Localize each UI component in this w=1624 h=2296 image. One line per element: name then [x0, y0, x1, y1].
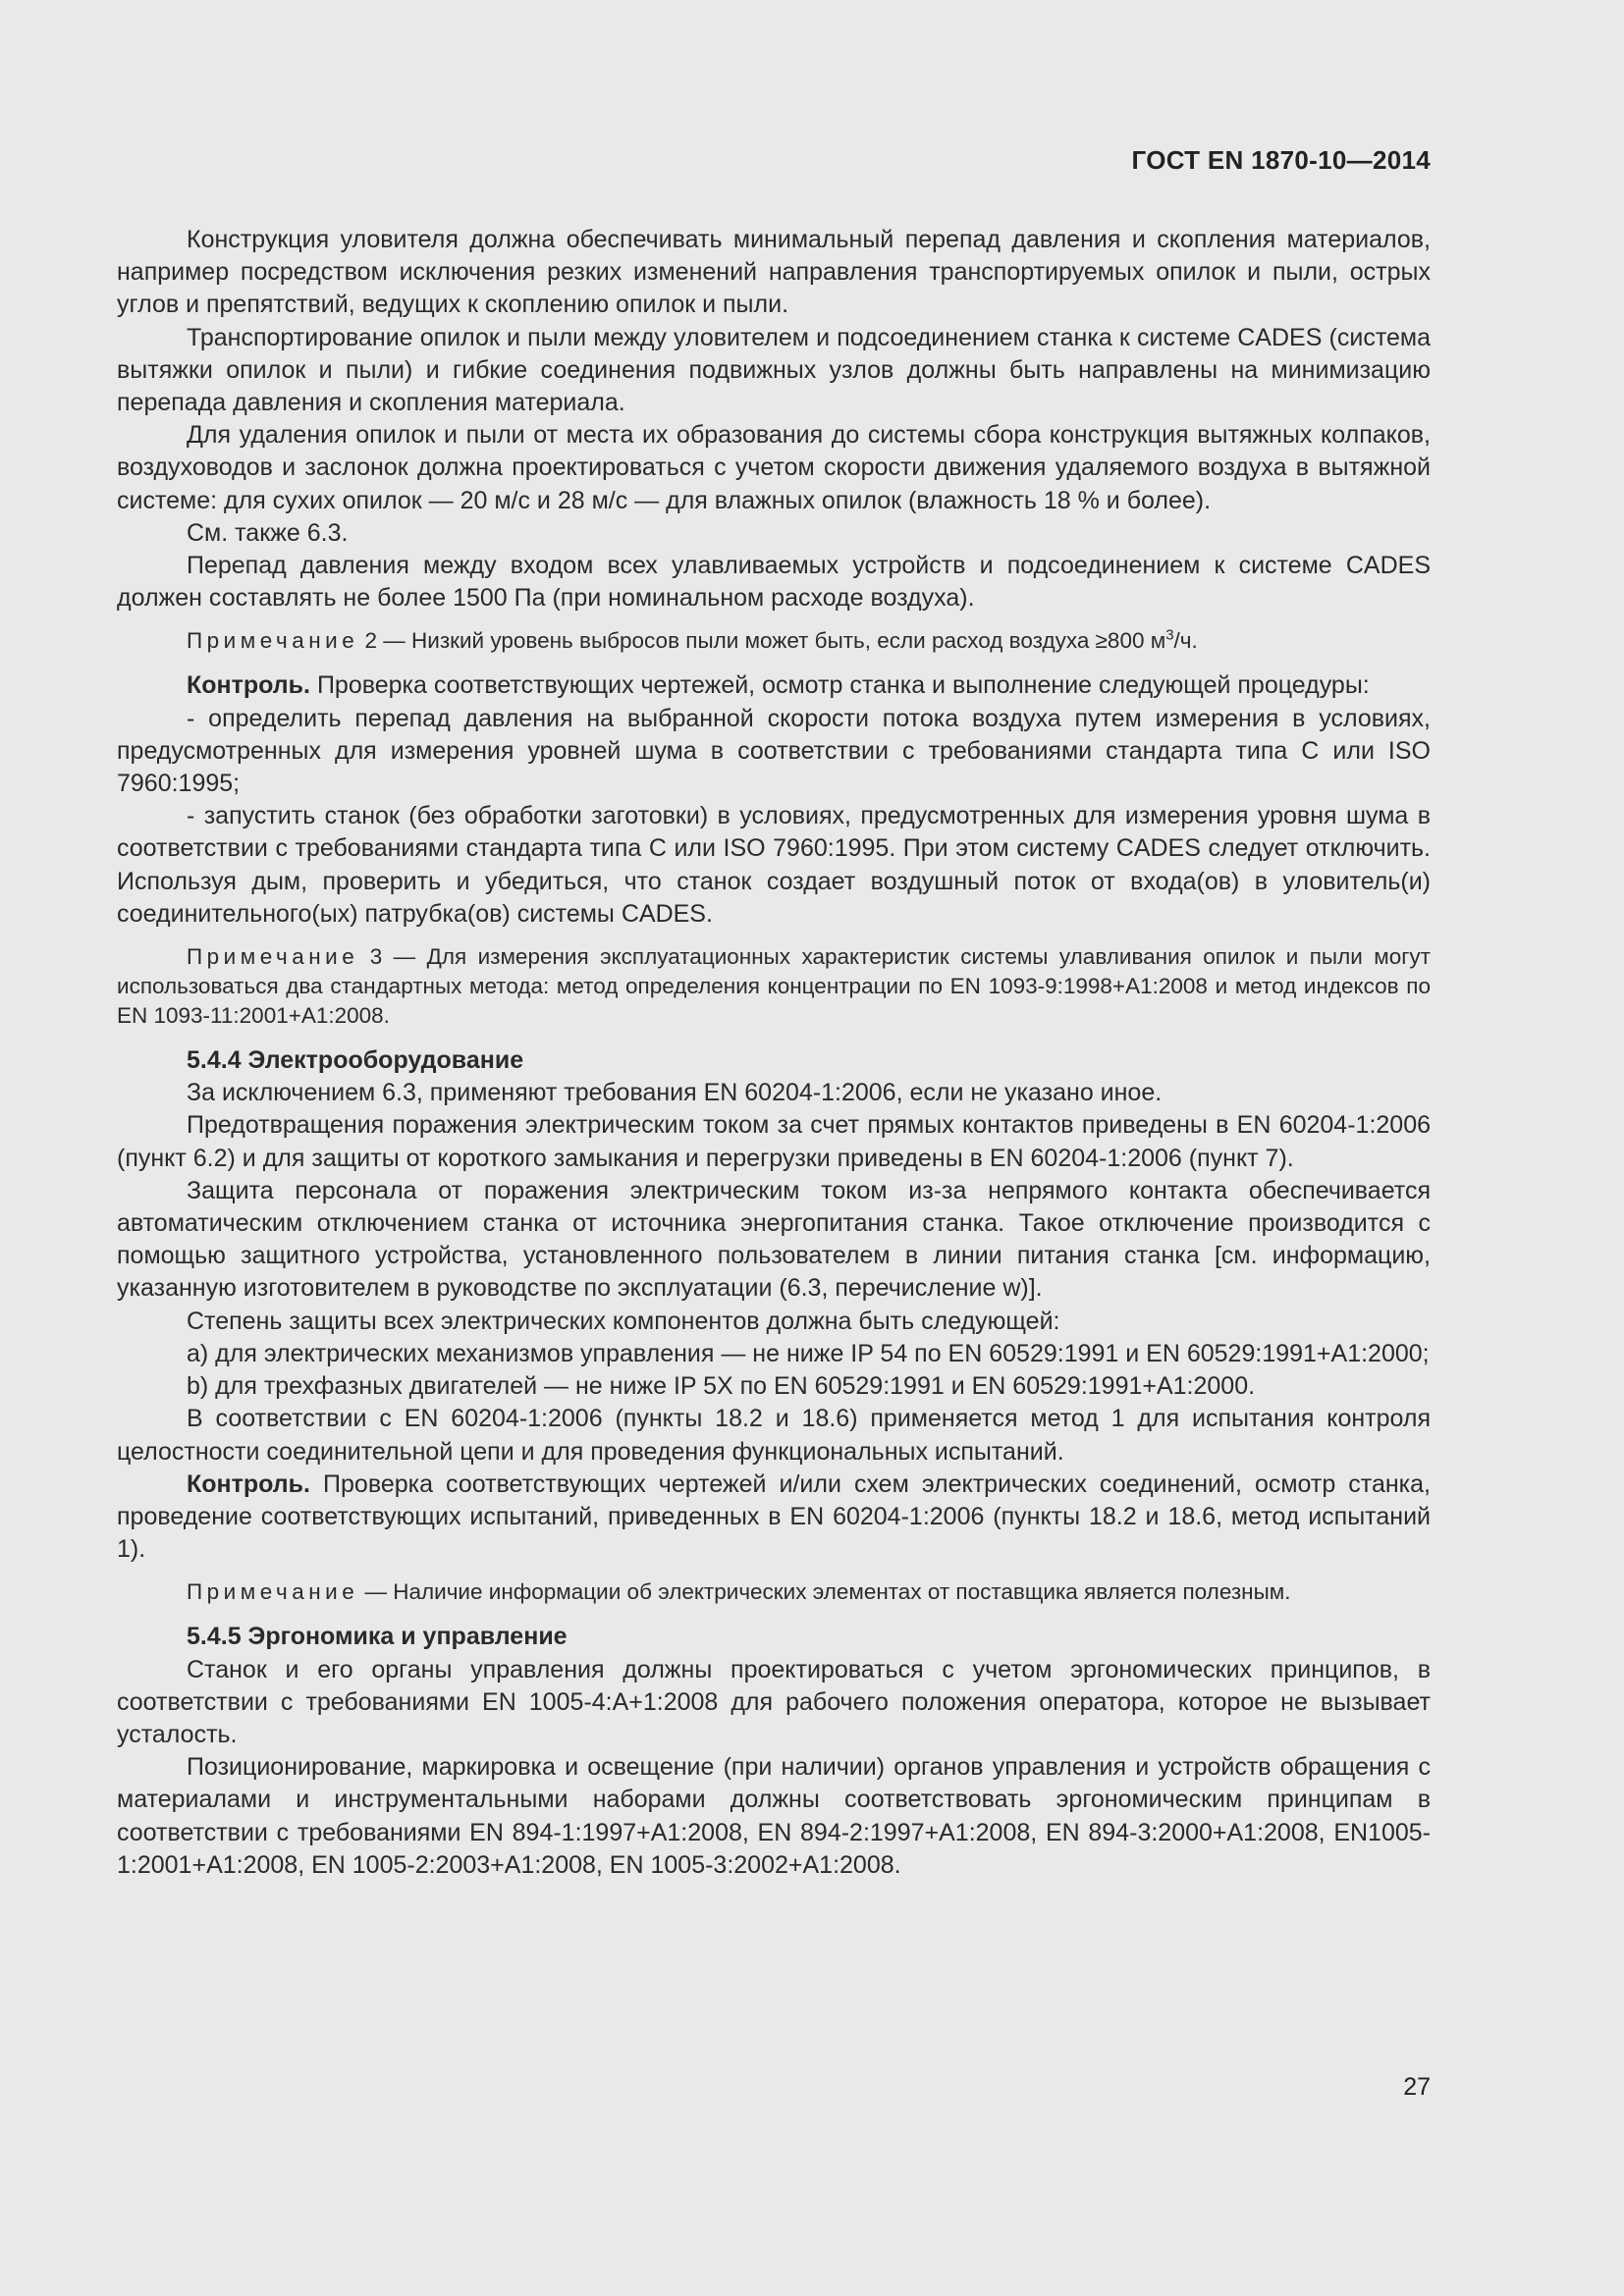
paragraph-see-also: См. также 6.3.: [187, 518, 349, 547]
note-4: [117, 1577, 1431, 1607]
section-heading-545: 5.4.5 Эргономика и управление: [187, 1623, 568, 1651]
paragraph-control-2: [117, 1468, 1431, 1567]
control-2-text: Проверка соответствующих чертежей и/или схем электрических соединений, осмотр станка, проведение соответствующих испытаний, приведенных в EN 60204-1:2006 (пункты 18.2 и 18.6, метод испытаний 1).: [117, 1469, 1431, 1564]
note-2-text: 2 — Низкий уровень выбросов пыли может быть, если расход воздуха ≥800 м: [364, 628, 1166, 654]
list-item-run-machine: - запустить станок (без обработки заготовки) в условиях, предусмотренных для измерения уровня шума в соответствии с требованиями стандарта типа С или ISO 7960:1995. При этом систему CADES следует отключить. Используя дым, проверить и убедиться, что станок создает воздушный поток от входа(ов) в уловитель(и) соединительного(ых) патрубка(ов) системы CADES.: [117, 802, 1431, 928]
paragraph-transport: Транспортирование опилок и пыли между уловителем и подсоединением станка к системе CADES (система вытяжки опилок и пыли) и гибкие соединения подвижных узлов должны быть направлены на минимизацию перепада давления и скопления материала.: [117, 323, 1431, 417]
note-2-label: Примечание: [187, 628, 359, 654]
control-1-text: Проверка соответствующих чертежей, осмотр станка и выполнение следующей процедуры:: [316, 671, 1370, 700]
list-item-b: b) для трехфазных двигателей — не ниже IP 5X по EN 60529:1991 и EN 60529:1991+A1:2000.: [187, 1372, 1256, 1401]
paragraph-collector-design: Конструкция уловителя должна обеспечивать минимальный перепад давления и скопления материалов, например посредством исключения резких изменений направления транспортируемых опилок и пыли, острых углов и препятствий, ведущих к скоплению опилок и пыли.: [117, 226, 1431, 319]
paragraph-ergonomics: Станок и его органы управления должны проектироваться с учетом эргономических принципов, в соответствии с требованиями EN 1005-4:A+1:2008 для рабочего положения оператора, которое не вызывает усталость.: [117, 1655, 1431, 1748]
note-4-label: Примечание: [187, 1579, 359, 1605]
paragraph-control-1: [117, 669, 1431, 702]
control-1-label: Контроль.: [187, 671, 310, 700]
paragraph-direct-contact: Предотвращения поражения электрическим током за счет прямых контактов приведены в EN 60204-1:2006 (пункт 6.2) и для защиты от короткого замыкания и перегрузки приведены в EN 60204-1:2006 (пункт 7).: [117, 1111, 1431, 1172]
paragraph-method-1: В соответствии с EN 60204-1:2006 (пункты 18.2 и 18.6) применяется метод 1 для испытания контроля целостности соединительной цепи и для проведения функциональных испытаний.: [117, 1405, 1431, 1466]
note-3-text: 3 — Для измерения эксплуатационных характеристик системы улавливания опилок и пыли могут использоваться два стандартных метода: метод определения концентрации по EN 1093-9:1998+A1:2008 и метод индексов по EN 1093-11:2001+A1:2008.: [117, 944, 1431, 1029]
document-header: ГОСТ EN 1870-10—2014: [1131, 145, 1431, 175]
note-2-sup: 3: [1165, 626, 1174, 644]
paragraph-pressure-drop: Перепад давления между входом всех улавливаемых устройств и подсоединением к системе CADES должен составлять не более 1500 Па (при номинальном расходе воздуха).: [117, 552, 1431, 613]
paragraph-indirect-contact: Защита персонала от поражения электрическим током из-за непрямого контакта обеспечивается автоматическим отключением станка от источника энергопитания станка. Такое отключение производится с помощью защитного устройства, установленного пользователем в линии питания станка [см. информацию, указанную изготовителем в руководстве по эксплуатации (6.3, перечисление w)].: [117, 1176, 1431, 1303]
note-3: [117, 942, 1431, 1031]
note-2: [117, 626, 1431, 656]
paragraph-positioning: Позиционирование, маркировка и освещение (при наличии) органов управления и устройств обращения с материалами и инструментальными наборами должны соответствовать эргономическим принципам в соответствии с требованиями EN 894-1:1997+A1:2008, EN 894-2:1997+A1:2008, EN 894-3:2000+A1:2008, EN1005-1:2001+A1:2008, EN 1005-2:2003+A1:2008, EN 1005-3:2002+A1:2008.: [117, 1753, 1431, 1879]
note-3-label: Примечание: [187, 944, 359, 970]
page-number: 27: [1403, 2073, 1431, 2101]
section-heading-544: 5.4.4 Электрооборудование: [187, 1046, 524, 1075]
note-4-text: — Наличие информации об электрических элементах от поставщика является полезным.: [364, 1579, 1291, 1605]
document-body: [117, 224, 1431, 1882]
note-2-tail: /ч.: [1173, 628, 1198, 654]
paragraph-air-speed: Для удаления опилок и пыли от места их образования до системы сбора конструкция вытяжных колпаков, воздуховодов и заслонок должна проектироваться с учетом скорости движения удаляемого воздуха в вытяжной системе: для сухих опилок — 20 м/с и 28 м/с — для влажных опилок (влажность 18 % и более).: [117, 421, 1431, 514]
list-item-measure: - определить перепад давления на выбранной скорости потока воздуха путем измерения в условиях, предусмотренных для измерения уровней шума в соответствии с требованиями стандарта типа С или ISO 7960:1995;: [117, 704, 1431, 798]
paragraph-protection-degree: Степень защиты всех электрических компонентов должна быть следующей:: [187, 1307, 1060, 1335]
control-2-label: Контроль.: [187, 1469, 310, 1498]
paragraph-exception: За исключением 6.3, применяют требования EN 60204-1:2006, если не указано иное.: [187, 1079, 1163, 1107]
list-item-a: a) для электрических механизмов управления — не ниже IP 54 по EN 60529:1991 и EN 60529:1991+A1:2000;: [187, 1339, 1430, 1367]
